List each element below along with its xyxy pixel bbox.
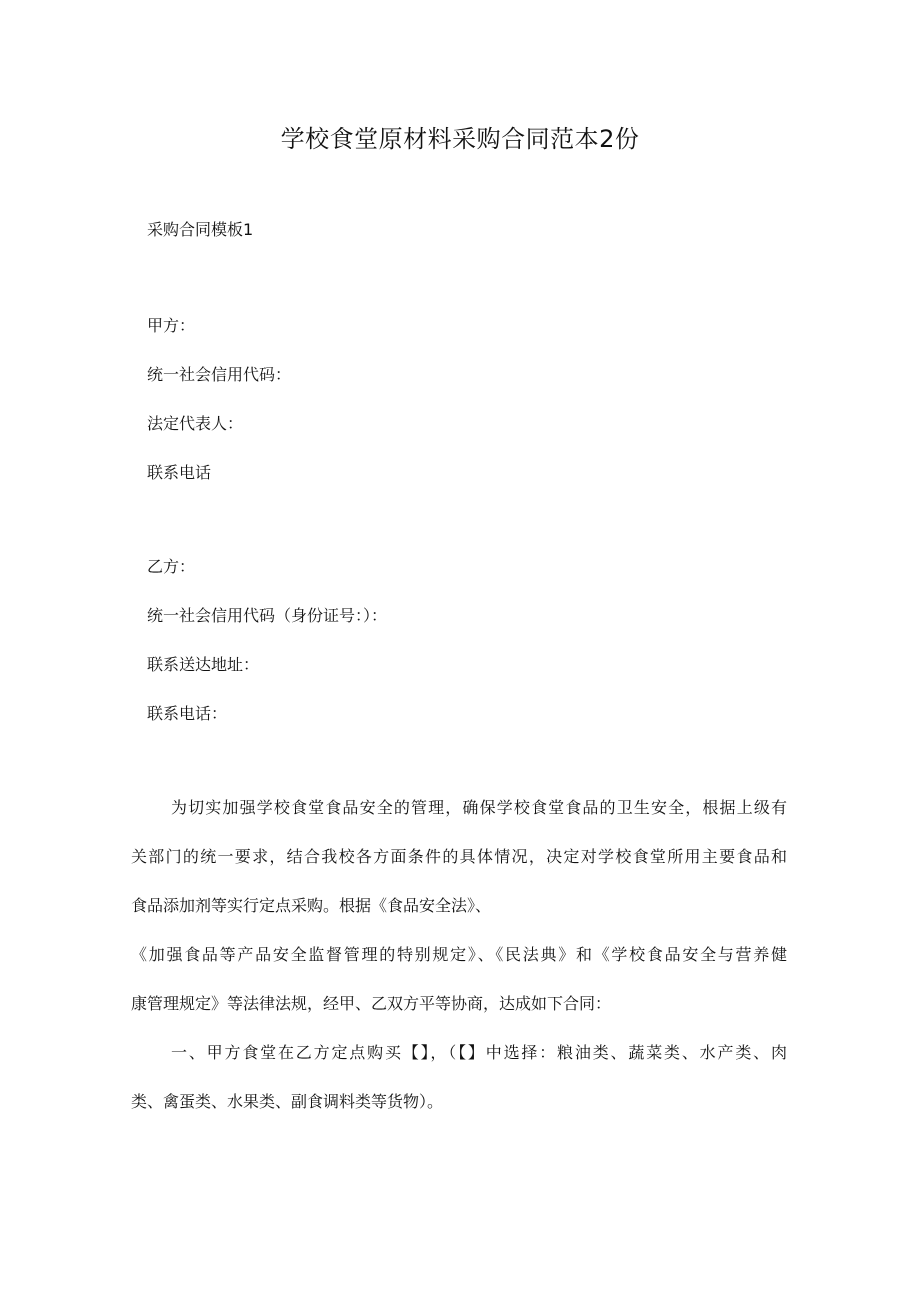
preamble-line-3: 食品添加剂等实行定点采购。根据《食品安全法》、	[131, 896, 492, 915]
party-b-credit-code-label: 统一社会信用代码（身份证号：）：	[147, 606, 388, 625]
party-b-phone-label: 联系电话：	[147, 704, 228, 723]
clause-1-line-1: 一、甲方食堂在乙方定点购买【】，（【】中选择：粮油类、蔬菜类、水产类、肉	[171, 1043, 787, 1062]
preamble-line-4: 《加强食品等产品安全监督管理的特别规定》、《民法典》和《学校食品安全与营养健	[131, 945, 787, 964]
party-b-label: 乙方：	[147, 557, 196, 576]
preamble-line-1: 为切实加强学校食堂食品安全的管理，确保学校食堂食品的卫生安全，根据上级有	[171, 798, 787, 817]
party-a-label: 甲方：	[147, 316, 196, 335]
preamble-line-2: 关部门的统一要求，结合我校各方面条件的具体情况，决定对学校食堂所用主要食品和	[131, 847, 787, 866]
party-a-phone-label: 联系电话	[147, 463, 212, 482]
preamble-line-5: 康管理规定》等法律法规，经甲、乙双方平等协商，达成如下合同：	[131, 994, 612, 1013]
party-b-address-label: 联系送达地址：	[147, 655, 260, 674]
section-title: 采购合同模板1	[147, 220, 254, 239]
document-title: 学校食堂原材料采购合同范本2份	[280, 125, 640, 153]
clause-1-line-2: 类、禽蛋类、水果类、副食调料类等货物）。	[131, 1092, 444, 1111]
party-a-credit-code-label: 统一社会信用代码：	[147, 365, 292, 384]
party-a-legal-rep-label: 法定代表人：	[147, 414, 244, 433]
